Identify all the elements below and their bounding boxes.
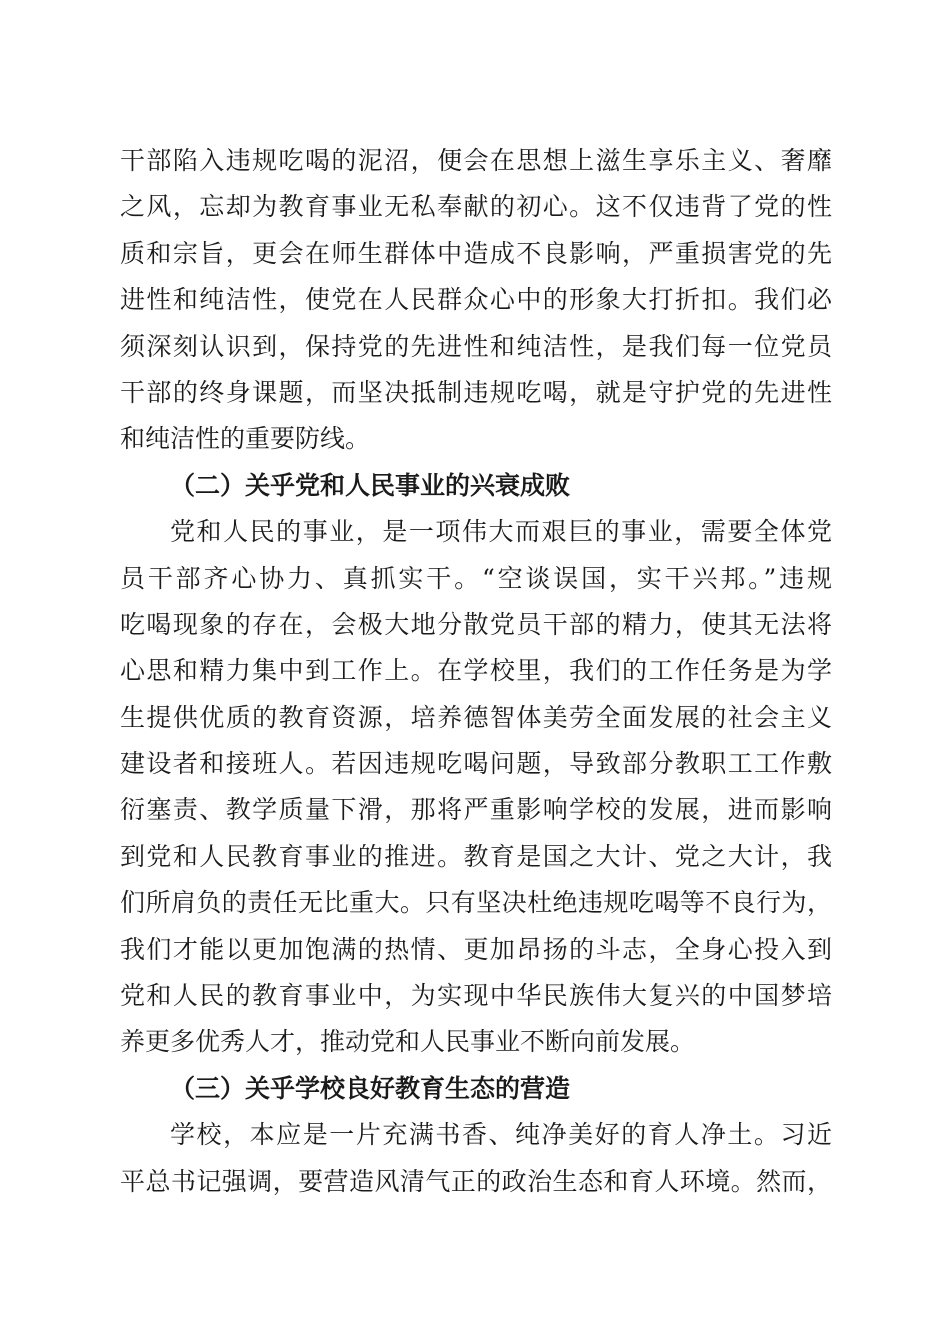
- paragraph-line: 质和宗旨，更会在师生群体中造成不良影响，严重损害党的先: [120, 238, 832, 268]
- paragraph-line: 党和人民的事业，是一项伟大而艰巨的事业，需要全体党: [170, 517, 832, 547]
- paragraph-line: 干部的终身课题，而坚决抵制违规吃喝，就是守护党的先进性: [120, 377, 832, 407]
- paragraph-line: 干部陷入违规吃喝的泥沼，便会在思想上滋生享乐主义、奢靡: [120, 146, 832, 175]
- paragraph-line: 建设者和接班人。若因违规吃喝问题，导致部分教职工工作敷: [120, 749, 832, 779]
- paragraph-line: 生提供优质的教育资源，培养德智体美劳全面发展的社会主义: [120, 702, 832, 732]
- paragraph-line: 员干部齐心协力、真抓实干。“空谈误国，实干兴邦。”违规: [120, 563, 832, 593]
- paragraph-line: 到党和人民教育事业的推进。教育是国之大计、党之大计，我: [120, 841, 832, 871]
- paragraph-3: [120, 1112, 832, 1205]
- section-heading-2: （二）关乎党和人民事业的兴衰成败: [170, 470, 571, 500]
- paragraph-line: 之风，忘却为教育事业无私奉献的初心。这不仅违背了党的性: [120, 192, 832, 222]
- document-body: [120, 138, 832, 1205]
- paragraph-line: 和纯洁性的重要防线。: [120, 424, 371, 454]
- section-heading-3: （三）关乎学校良好教育生态的营造: [170, 1073, 571, 1103]
- paragraph-line: 党和人民的教育事业中，为实现中华民族伟大复兴的中国梦培: [120, 981, 832, 1011]
- paragraph-line: 吃喝现象的存在，会极大地分散党员干部的精力，使其无法将: [120, 609, 832, 639]
- paragraph-line: 平总书记强调，要营造风清气正的政治生态和育人环境。然而，: [120, 1166, 832, 1196]
- paragraph-2: [120, 509, 832, 1066]
- paragraph-line: 进性和纯洁性，使党在人民群众心中的形象大打折扣。我们必: [120, 285, 832, 315]
- paragraph-line: 养更多优秀人才，推动党和人民事业不断向前发展。: [120, 1027, 696, 1057]
- paragraph-line: 须深刻认识到，保持党的先进性和纯洁性，是我们每一位党员: [120, 331, 832, 361]
- paragraph-line: 心思和精力集中到工作上。在学校里，我们的工作任务是为学: [120, 656, 832, 686]
- paragraph-1: [120, 138, 832, 463]
- paragraph-line: 们所肩负的责任无比重大。只有坚决杜绝违规吃喝等不良行为，: [120, 888, 832, 918]
- paragraph-line: 衍塞责、教学质量下滑，那将严重影响学校的发展，进而影响: [120, 795, 832, 825]
- paragraph-line: 学校，本应是一片充满书香、纯净美好的育人净土。习近: [170, 1120, 832, 1150]
- paragraph-line: 我们才能以更加饱满的热情、更加昂扬的斗志，全身心投入到: [120, 934, 832, 964]
